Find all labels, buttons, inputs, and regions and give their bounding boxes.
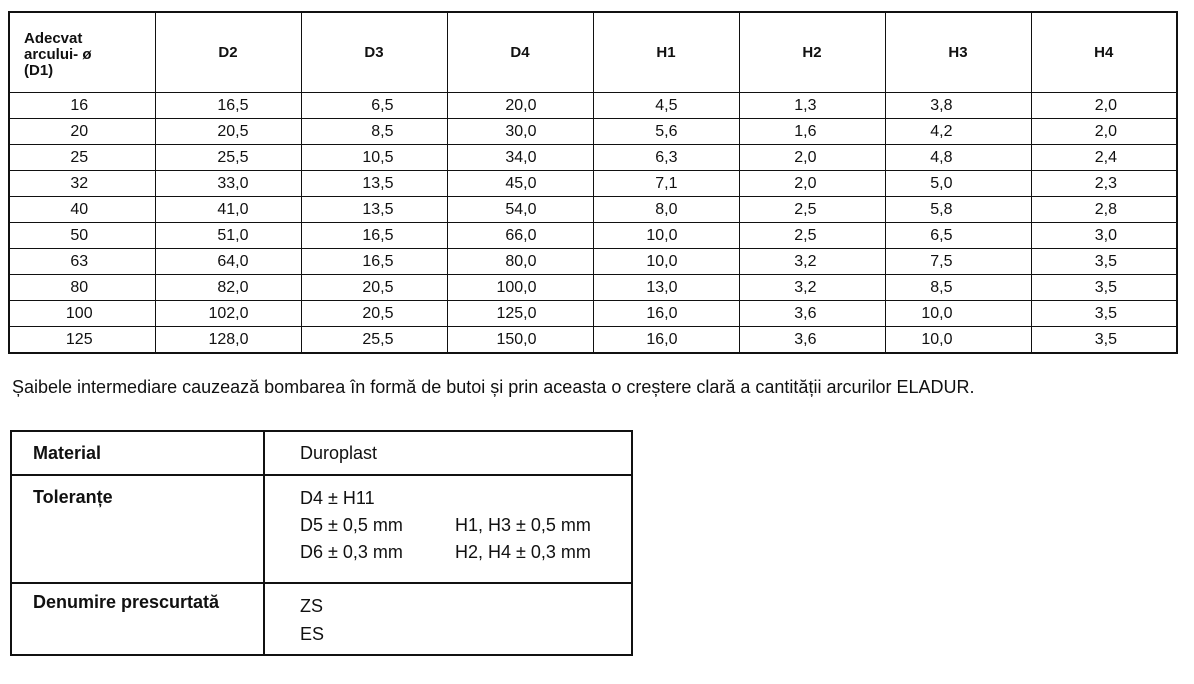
- table-cell: 10,0: [885, 301, 1031, 327]
- table-cell: 10,0: [885, 327, 1031, 354]
- tolerances-label: Toleranțe: [11, 475, 264, 583]
- table-cell: 82,0: [155, 275, 301, 301]
- table-cell: 16: [70, 97, 89, 114]
- tolerance-h1-h3: H1, H3 ± 0,5 mm: [455, 515, 591, 535]
- table-cell: 25,5: [155, 145, 301, 171]
- table-cell: 34,0: [447, 145, 593, 171]
- table-cell: 1,3: [739, 93, 885, 119]
- table-cell: 2,5: [739, 197, 885, 223]
- table-cell: 3,5: [1031, 327, 1177, 354]
- tolerances-value: [264, 475, 632, 583]
- header-h1: H1: [593, 12, 739, 93]
- tolerance-line: [300, 485, 631, 512]
- abbreviation-value: [264, 583, 632, 655]
- material-value: Duroplast: [264, 431, 632, 475]
- table-cell: 50: [9, 223, 155, 249]
- tolerances-row: [11, 475, 632, 583]
- table-cell: 2,0: [739, 171, 885, 197]
- table-cell: 4,2: [885, 119, 1031, 145]
- dimensions-table: [8, 11, 1178, 354]
- header-line: (D1): [24, 61, 54, 79]
- material-row: [11, 431, 632, 475]
- table-cell: 10,0: [593, 249, 739, 275]
- table-cell: 64,0: [155, 249, 301, 275]
- table-cell: 66,0: [447, 223, 593, 249]
- table-cell: 2,4: [1031, 145, 1177, 171]
- table-cell: 8,5: [885, 275, 1031, 301]
- table-cell: 4,5: [593, 93, 739, 119]
- table-cell: 125,0: [447, 301, 593, 327]
- table-cell: 8,0: [593, 197, 739, 223]
- tolerance-h2-h4: H2, H4 ± 0,3 mm: [455, 542, 591, 562]
- table-cell: 2,0: [1031, 93, 1177, 119]
- table-cell: 6,3: [593, 145, 739, 171]
- table-cell: 3,0: [1031, 223, 1177, 249]
- table-cell: 13,5: [301, 197, 447, 223]
- table-cell: 1,6: [739, 119, 885, 145]
- header-h4: H4: [1031, 12, 1177, 93]
- table-cell: 13,5: [301, 171, 447, 197]
- table-cell: 16,5: [301, 249, 447, 275]
- table-cell: 13,0: [593, 275, 739, 301]
- header-h3: H3: [885, 12, 1031, 93]
- table-cell: 30,0: [447, 119, 593, 145]
- table-cell: 32: [9, 171, 155, 197]
- tolerance-d6: D6 ± 0,3 mm: [300, 542, 403, 562]
- table-cell: 2,8: [1031, 197, 1177, 223]
- table-cell: 6,5: [301, 93, 447, 119]
- header-line: arcului- ø: [24, 45, 92, 63]
- table-cell: 3,8: [885, 93, 1031, 119]
- table-row: [9, 145, 1177, 171]
- table-cell: 20,5: [301, 275, 447, 301]
- table-cell: 2,3: [1031, 171, 1177, 197]
- header-d4: D4: [447, 12, 593, 93]
- note-text: Șaibele intermediare cauzează bombarea în formă de butoi și prin aceasta o creștere clară a cantității arcurilor ELADUR.: [12, 377, 975, 397]
- table-cell: 20,5: [301, 301, 447, 327]
- tolerance-line: [300, 539, 631, 566]
- table-cell: 54,0: [447, 197, 593, 223]
- table-cell: 41,0: [155, 197, 301, 223]
- table-row: [9, 275, 1177, 301]
- table-cell: 6,5: [885, 223, 1031, 249]
- table-row: [9, 171, 1177, 197]
- table-cell: 150,0: [447, 327, 593, 354]
- table-cell: 20,5: [155, 119, 301, 145]
- table-row: [9, 93, 1177, 119]
- table-cell: 125: [9, 327, 155, 354]
- table-cell: 8,5: [301, 119, 447, 145]
- abbreviation-row: [11, 583, 632, 655]
- table-cell: 4,8: [885, 145, 1031, 171]
- table-cell: 2,5: [739, 223, 885, 249]
- table-cell: 5,8: [885, 197, 1031, 223]
- table-cell: 16,5: [301, 223, 447, 249]
- table-cell: 100: [9, 301, 155, 327]
- table-row: [9, 301, 1177, 327]
- table-cell: 7,1: [593, 171, 739, 197]
- table-cell: 102,0: [155, 301, 301, 327]
- table-cell: 3,5: [1031, 249, 1177, 275]
- table-cell: 80: [9, 275, 155, 301]
- table-row: [9, 327, 1177, 354]
- table-row: [9, 119, 1177, 145]
- table-cell: 3,5: [1031, 275, 1177, 301]
- table-cell: 45,0: [447, 171, 593, 197]
- header-d3: D3: [301, 12, 447, 93]
- table-cell: 63: [9, 249, 155, 275]
- table-cell: 10,0: [593, 223, 739, 249]
- table-cell: 20,0: [447, 93, 593, 119]
- table-cell: 3,6: [739, 301, 885, 327]
- table-cell: 25,5: [301, 327, 447, 354]
- table-cell: 16,5: [155, 93, 301, 119]
- table-row: [9, 249, 1177, 275]
- abbreviation-label: Denumire prescurtată: [11, 583, 264, 655]
- dimensions-table-body: [9, 93, 1177, 354]
- table-row: [9, 197, 1177, 223]
- table-cell: 3,2: [739, 275, 885, 301]
- table-cell: 51,0: [155, 223, 301, 249]
- material-table: [10, 430, 633, 656]
- material-label: Material: [11, 431, 264, 475]
- abbreviation-item: ES: [300, 624, 325, 644]
- table-cell: 10,5: [301, 145, 447, 171]
- table-cell: 2,0: [1031, 119, 1177, 145]
- table-cell: 25: [9, 145, 155, 171]
- table-header-row: [9, 12, 1177, 93]
- header-h2: H2: [739, 12, 885, 93]
- table-cell: 2,0: [739, 145, 885, 171]
- table-cell: 3,5: [1031, 301, 1177, 327]
- tolerance-d4: D4 ± H11: [300, 488, 375, 508]
- table-cell: 80,0: [447, 249, 593, 275]
- table-cell: 5,0: [885, 171, 1031, 197]
- table-cell: 128,0: [155, 327, 301, 354]
- table-cell: 16,0: [593, 301, 739, 327]
- table-cell: 33,0: [155, 171, 301, 197]
- table-cell: 3,6: [739, 327, 885, 354]
- tolerance-line: [300, 512, 631, 539]
- table-cell: 20: [9, 119, 155, 145]
- table-cell: 7,5: [885, 249, 1031, 275]
- table-cell: 40: [9, 197, 155, 223]
- abbreviation-item: ZS: [300, 596, 324, 616]
- table-cell: 3,2: [739, 249, 885, 275]
- header-line: Adecvat: [24, 29, 83, 47]
- table-cell: 100,0: [447, 275, 593, 301]
- table-row: [9, 223, 1177, 249]
- tolerance-d5: D5 ± 0,5 mm: [300, 515, 403, 535]
- table-cell: 16,0: [593, 327, 739, 354]
- header-d2: D2: [155, 12, 301, 93]
- header-spring-diameter: [9, 12, 155, 93]
- table-cell: 5,6: [593, 119, 739, 145]
